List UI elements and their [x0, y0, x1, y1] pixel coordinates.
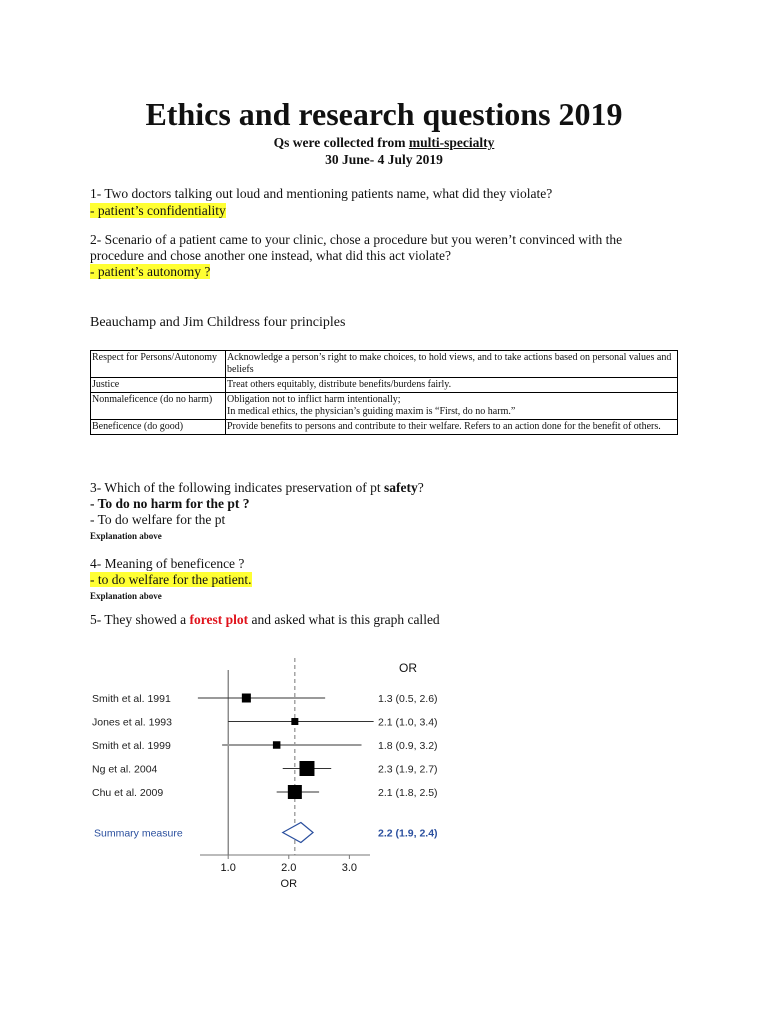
question-4-text: 4- Meaning of beneficence ? — [90, 556, 245, 571]
forest-plot-term: forest plot — [189, 612, 249, 627]
subtitle-date: 30 June- 4 July 2019 — [325, 152, 443, 167]
point-estimate — [291, 718, 298, 725]
study-label: Smith et al. 1991 — [92, 693, 171, 705]
point-estimate — [299, 761, 314, 776]
x-tick-label: 1.0 — [220, 862, 236, 874]
question-1 — [90, 186, 680, 219]
study-label: Jones et al. 1993 — [92, 716, 172, 729]
question-4-answer: - to do welfare for the patient. — [90, 572, 252, 587]
question-3 — [90, 480, 680, 544]
principle-name: Nonmaleficence (do no harm) — [91, 393, 226, 420]
study-label: Ng et al. 2004 — [92, 763, 158, 776]
summary-label: Summary measure — [94, 827, 183, 840]
principle-desc: Treat others equitably, distribute benefits/burdens fairly. — [226, 378, 678, 393]
table-row — [91, 378, 678, 393]
question-5-suffix: and asked what is this graph called — [248, 612, 440, 627]
study-label: Smith et al. 1999 — [92, 740, 171, 752]
x-tick-label: 2.0 — [281, 862, 297, 874]
principles-table — [90, 350, 678, 435]
summary-diamond — [283, 823, 313, 843]
page-title: Ethics and research questions 2019 — [145, 96, 623, 132]
subtitle-line1 — [0, 135, 768, 151]
principle-desc — [226, 393, 678, 420]
question-3-suffix: ? — [417, 480, 424, 495]
question-3-text — [90, 480, 680, 496]
question-2 — [90, 232, 650, 280]
subtitle-prefix: Qs were collected from — [273, 135, 409, 150]
ci-text: 2.1 (1.0, 3.4) — [378, 716, 438, 729]
question-2-text: 2- Scenario of a patient came to your clinic, chose a procedure but you weren’t convinced with the procedure and chose another one instead, what did this act violate? — [90, 232, 623, 263]
x-tick-label: 3.0 — [341, 862, 358, 874]
principle-desc-line: Obligation not to inflict harm intentionally; — [227, 394, 401, 405]
principles-heading: Beauchamp and Jim Childress four principles — [90, 315, 346, 330]
ci-text: 2.1 (1.8, 2.5) — [378, 787, 438, 799]
table-row — [91, 420, 678, 435]
forest-plot-chart — [80, 650, 480, 900]
question-3-option-1: - To do no harm for the pt ? — [90, 496, 250, 511]
table-row — [91, 393, 678, 420]
question-5 — [90, 612, 680, 628]
question-3-note: Explanation above — [90, 531, 162, 541]
x-axis-label: OR — [280, 878, 298, 890]
table-row — [91, 351, 678, 378]
principle-desc: Provide benefits to persons and contribute to their welfare. Refers to an action done for the benefit of others. — [226, 420, 678, 435]
summary-ci-text: 2.2 (1.9, 2.4) — [378, 827, 438, 840]
question-5-prefix: 5- They showed a — [90, 612, 190, 627]
or-column-header: OR — [399, 661, 417, 675]
question-3-option-2: - To do welfare for the pt — [90, 512, 226, 527]
question-4 — [90, 556, 680, 604]
ci-text: 1.8 (0.9, 3.2) — [378, 740, 438, 752]
principle-desc: Acknowledge a person’s right to make choices, to hold views, and to take actions based on personal values and beliefs — [226, 351, 678, 378]
principle-name: Beneficence (do good) — [91, 420, 226, 435]
question-3-prefix: 3- Which of the following indicates preservation of pt — [90, 480, 385, 495]
ci-text: 1.3 (0.5, 2.6) — [378, 693, 438, 705]
ci-text: 2.3 (1.9, 2.7) — [378, 763, 438, 776]
multi-specialty-link[interactable]: multi-specialty — [408, 135, 495, 150]
study-label: Chu et al. 2009 — [92, 787, 164, 799]
question-1-text: 1- Two doctors talking out loud and mentioning patients name, what did they violate? — [90, 186, 553, 201]
question-1-answer: - patient’s confidentiality — [90, 203, 226, 218]
principle-name: Respect for Persons/Autonomy — [91, 351, 226, 378]
principle-name: Justice — [91, 378, 226, 393]
point-estimate — [273, 741, 281, 749]
principle-desc-line: In medical ethics, the physician’s guiding maxim is “First, do no harm.” — [227, 406, 516, 417]
point-estimate — [242, 694, 251, 703]
question-3-bold: safety — [384, 480, 418, 495]
point-estimate — [288, 785, 302, 799]
question-2-answer: - patient’s autonomy ? — [90, 264, 211, 279]
question-4-note: Explanation above — [90, 591, 162, 601]
